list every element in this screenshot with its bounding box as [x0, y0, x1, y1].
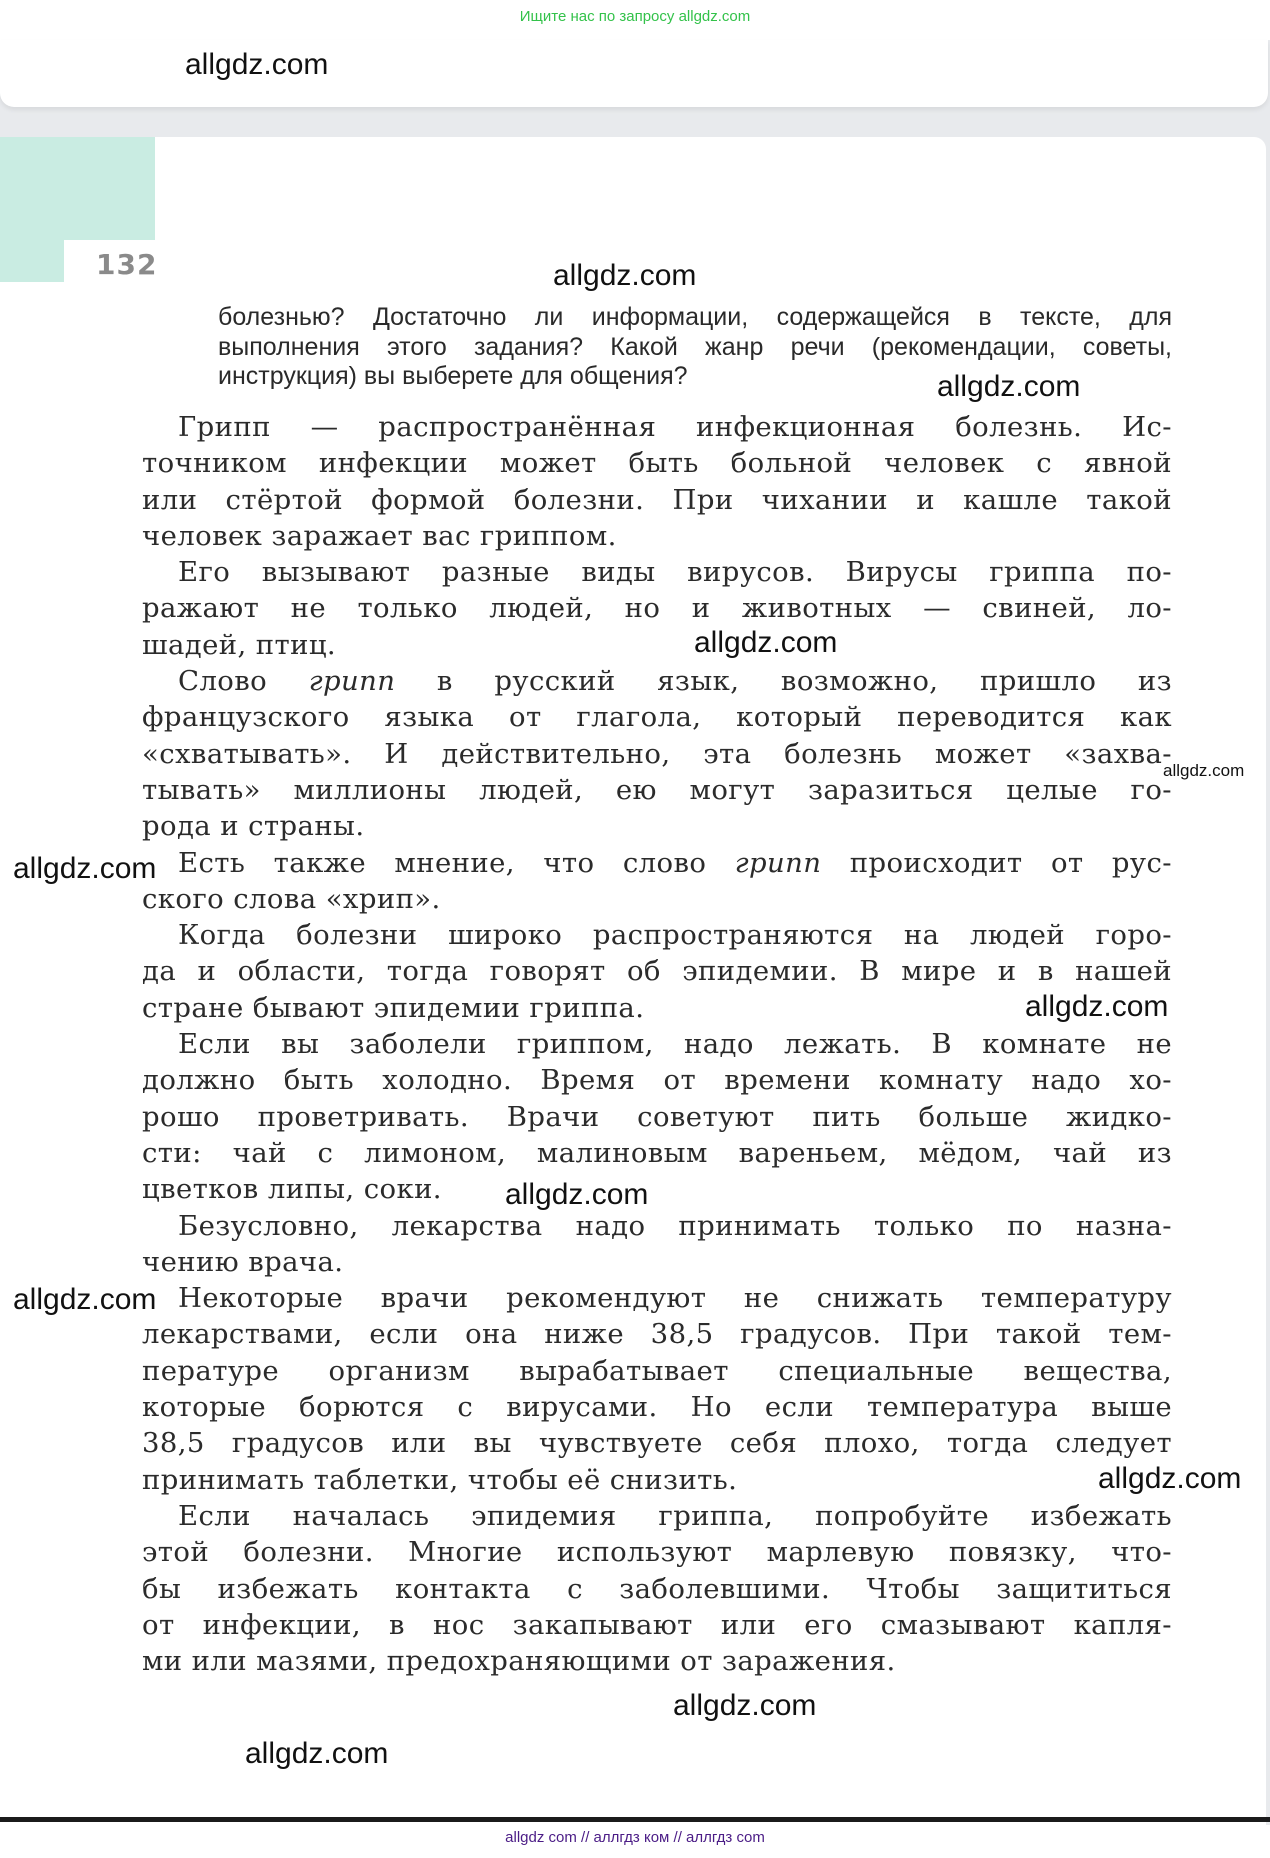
body-line: ражают не только людей, но и животных — свиней, ло-	[142, 592, 1172, 625]
body-line: цветков липы, соки.	[142, 1173, 442, 1206]
body-line: от инфекции, в нос закапывают или его смазывают капля-	[142, 1608, 1172, 1641]
page-accent-block	[0, 137, 155, 240]
body-line	[142, 845, 1172, 881]
watermark-text: allgdz.com	[1025, 990, 1169, 1023]
watermark-text: allgdz.com	[1098, 1462, 1242, 1495]
watermark-text: allgdz.com	[694, 626, 838, 659]
body-line: этой болезни. Многие используют марлевую повязку, что-	[142, 1536, 1172, 1569]
watermark-text: allgdz.com	[505, 1178, 649, 1211]
body-line: Грипп — распространённая инфекционная болезнь. Ис-	[178, 411, 1172, 443]
body-line: принимать таблетки, чтобы её снизить.	[142, 1463, 738, 1496]
body-line: рода и страны.	[142, 810, 365, 843]
top-banner	[0, 0, 1270, 40]
body-line: Безусловно, лекарства надо принимать только по назна-	[178, 1209, 1172, 1242]
body-line: рошо проветривать. Врачи советуют пить больше жидко-	[142, 1100, 1172, 1133]
body-line: шадей, птиц.	[142, 628, 337, 661]
italic-term: грипп	[734, 846, 822, 879]
body-line: человек заражает вас гриппом.	[142, 519, 617, 552]
body-text-segment: в русский язык, возможно, пришло из	[395, 665, 1172, 698]
page-accent-tab	[0, 240, 64, 282]
search-hint-text: Ищите нас по запросу allgdz.com	[519, 8, 751, 25]
body-line: которые борются с вирусами. Но если температура выше	[142, 1391, 1172, 1424]
body-text-segment: происходит от рус-	[821, 846, 1172, 879]
watermark-text: allgdz.com	[673, 1689, 817, 1722]
footer-divider	[0, 1817, 1270, 1822]
body-line: Его вызывают разные виды вирусов. Вирусы гриппа по-	[178, 556, 1172, 589]
watermark-text: allgdz.com	[245, 1737, 389, 1770]
body-line: ского слова «хрип».	[142, 882, 441, 915]
question-line: инструкция) вы выберете для общения?	[218, 362, 688, 390]
body-line: Если вы заболели гриппом, надо лежать. В комнате не	[178, 1028, 1172, 1061]
footer-links-text: allgdz com // аллгдз ком // аллгдз com	[505, 1829, 765, 1846]
body-line: сти: чай с лимоном, малиновым вареньем, мёдом, чай из	[142, 1136, 1172, 1169]
body-line: тывать» миллионы людей, ею могут заразиться целые го-	[142, 773, 1172, 806]
body-line: французского языка от глагола, который переводится как	[142, 701, 1172, 734]
body-line: чению врача.	[142, 1245, 344, 1278]
textbook-page	[0, 137, 1266, 1858]
body-line: ми или мазями, предохраняющими от заражения.	[142, 1645, 896, 1678]
question-line: болезнью? Достаточно ли информации, содержащейся в тексте, для	[218, 303, 1172, 331]
body-line: должно быть холодно. Время от времени комнату надо хо-	[142, 1064, 1172, 1097]
watermark-text: allgdz.com	[13, 1283, 157, 1316]
question-line: выполнения этого задания? Какой жанр речи (рекомендации, советы,	[218, 332, 1172, 361]
footer	[0, 1825, 1270, 1858]
body-line: да и области, тогда говорят об эпидемии. В мире и в нашей	[142, 955, 1172, 988]
watermark-text: allgdz.com	[13, 852, 157, 885]
header-watermark: allgdz.com	[185, 48, 329, 81]
body-line: Некоторые врачи рекомендуют не снижать температуру	[178, 1282, 1172, 1315]
body-line: лекарствами, если она ниже 38,5 градусов. При такой тем-	[142, 1318, 1172, 1351]
body-line: «схватывать». И действительно, эта болезнь может «захва-	[142, 737, 1172, 770]
body-text-segment: Есть также мнение, что слово	[178, 846, 735, 879]
watermark-text: allgdz.com	[1163, 761, 1245, 780]
watermark-text: allgdz.com	[937, 370, 1081, 403]
body-line: точником инфекции может быть больной человек с явной	[142, 447, 1172, 480]
body-line: 38,5 градусов или вы чувствуете себя плохо, тогда следует	[142, 1427, 1172, 1460]
article-body	[142, 409, 1172, 1679]
body-text-segment: Слово	[178, 665, 309, 698]
header-card	[0, 40, 1268, 107]
italic-term: грипп	[308, 665, 396, 698]
body-line: или стёртой формой болезни. При чихании и кашле такой	[142, 483, 1172, 516]
body-line: бы избежать контакта с заболевшими. Чтобы защититься	[142, 1572, 1172, 1605]
watermark-text: allgdz.com	[553, 259, 697, 292]
body-line: Когда болезни широко распространяются на людей горо-	[178, 919, 1172, 952]
body-line: стране бывают эпидемии гриппа.	[142, 991, 645, 1024]
body-line	[142, 663, 1172, 699]
body-line: пературе организм вырабатывает специальные вещества,	[142, 1354, 1172, 1387]
body-line: Если началась эпидемия гриппа, попробуйте избежать	[178, 1499, 1172, 1532]
page-number: 132	[96, 248, 158, 281]
